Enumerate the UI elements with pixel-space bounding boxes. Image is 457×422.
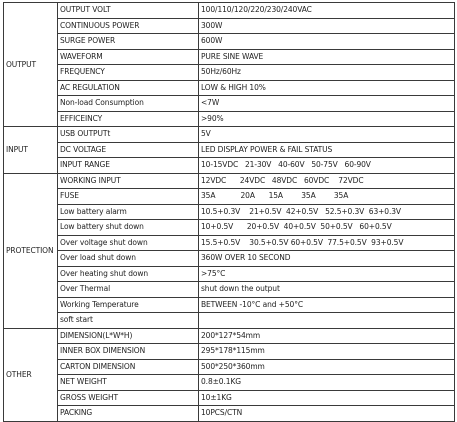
spec-value: LOW & HIGH 10% xyxy=(199,80,455,96)
table-row xyxy=(4,158,455,174)
spec-label: Working Temperature xyxy=(58,297,199,313)
spec-label: WAVEFORM xyxy=(58,49,199,65)
spec-value: shut down the output xyxy=(199,282,455,298)
table-row xyxy=(4,3,455,19)
spec-label: FREQUENCY xyxy=(58,65,199,81)
spec-label: Low battery alarm xyxy=(58,204,199,220)
spec-table-container xyxy=(3,2,455,422)
spec-label: DIMENSION(L*W*H) xyxy=(58,328,199,344)
section-label: OUTPUT xyxy=(4,3,58,127)
section-label: INPUT xyxy=(4,127,58,174)
spec-value: <7W xyxy=(199,96,455,112)
spec-value: 500*250*360mm xyxy=(199,359,455,375)
spec-value: PURE SINE WAVE xyxy=(199,49,455,65)
spec-label: AC REGULATION xyxy=(58,80,199,96)
spec-label: INNER BOX DIMENSION xyxy=(58,344,199,360)
table-row xyxy=(4,96,455,112)
spec-label: NET WEIGHT xyxy=(58,375,199,391)
table-row xyxy=(4,297,455,313)
spec-label: INPUT RANGE xyxy=(58,158,199,174)
spec-value: 0.8±0.1KG xyxy=(199,375,455,391)
spec-value: 10-15VDC 21-30V 40-60V 50-75V 60-90V xyxy=(199,158,455,174)
spec-value: >90% xyxy=(199,111,455,127)
spec-value: 50Hz/60Hz xyxy=(199,65,455,81)
spec-value: 35A 20A 15A 35A 35A xyxy=(199,189,455,205)
spec-label: CARTON DIMENSION xyxy=(58,359,199,375)
table-row xyxy=(4,344,455,360)
spec-value: 10.5+0.3V 21+0.5V 42+0.5V 52.5+0.3V 63+0.3V xyxy=(199,204,455,220)
spec-label: GROSS WEIGHT xyxy=(58,390,199,406)
spec-label: soft start xyxy=(58,313,199,329)
spec-label: Over load shut down xyxy=(58,251,199,267)
spec-value: 360W OVER 10 SECOND xyxy=(199,251,455,267)
spec-table-body xyxy=(4,3,455,422)
table-row xyxy=(4,406,455,422)
table-row xyxy=(4,111,455,127)
spec-value: 5V xyxy=(199,127,455,143)
table-row xyxy=(4,18,455,34)
section-label: PROTECTION xyxy=(4,173,58,328)
spec-label: Over heating shut down xyxy=(58,266,199,282)
spec-value: BETWEEN -10°C and +50°C xyxy=(199,297,455,313)
table-row xyxy=(4,235,455,251)
spec-value: 10±1KG xyxy=(199,390,455,406)
spec-value: 295*178*115mm xyxy=(199,344,455,360)
spec-label: Low battery shut down xyxy=(58,220,199,236)
table-row xyxy=(4,266,455,282)
table-row xyxy=(4,65,455,81)
table-row xyxy=(4,34,455,50)
table-row xyxy=(4,173,455,189)
table-row xyxy=(4,251,455,267)
spec-value: 100/110/120/220/230/240VAC xyxy=(199,3,455,19)
table-row xyxy=(4,375,455,391)
spec-value: 10PCS/CTN xyxy=(199,406,455,422)
spec-label: USB OUTPUTt xyxy=(58,127,199,143)
table-row xyxy=(4,328,455,344)
table-row xyxy=(4,80,455,96)
table-row xyxy=(4,142,455,158)
table-row xyxy=(4,49,455,65)
spec-label: WORKING INPUT xyxy=(58,173,199,189)
spec-label: OUTPUT VOLT xyxy=(58,3,199,19)
spec-value: 12VDC 24VDC 48VDC 60VDC 72VDC xyxy=(199,173,455,189)
spec-label: CONTINUOUS POWER xyxy=(58,18,199,34)
spec-label: Non-load Consumption xyxy=(58,96,199,112)
table-row xyxy=(4,204,455,220)
spec-table xyxy=(3,2,455,422)
spec-label: FUSE xyxy=(58,189,199,205)
spec-label: Over voltage shut down xyxy=(58,235,199,251)
table-row xyxy=(4,313,455,329)
table-row xyxy=(4,282,455,298)
spec-value: LED DISPLAY POWER & FAIL STATUS xyxy=(199,142,455,158)
spec-value: 10+0.5V 20+0.5V 40+0.5V 50+0.5V 60+0.5V xyxy=(199,220,455,236)
spec-label: DC VOLTAGE xyxy=(58,142,199,158)
spec-value: 200*127*54mm xyxy=(199,328,455,344)
spec-label: SURGE POWER xyxy=(58,34,199,50)
table-row xyxy=(4,127,455,143)
spec-value: 600W xyxy=(199,34,455,50)
table-row xyxy=(4,189,455,205)
spec-value xyxy=(199,313,455,329)
section-label: OTHER xyxy=(4,328,58,421)
spec-label: EFFICEINCY xyxy=(58,111,199,127)
spec-label: PACKING xyxy=(58,406,199,422)
spec-value: >75°C xyxy=(199,266,455,282)
spec-value: 15.5+0.5V 30.5+0.5V 60+0.5V 77.5+0.5V 93+0.5V xyxy=(199,235,455,251)
table-row xyxy=(4,390,455,406)
spec-value: 300W xyxy=(199,18,455,34)
table-row xyxy=(4,220,455,236)
spec-label: Over Thermal xyxy=(58,282,199,298)
table-row xyxy=(4,359,455,375)
